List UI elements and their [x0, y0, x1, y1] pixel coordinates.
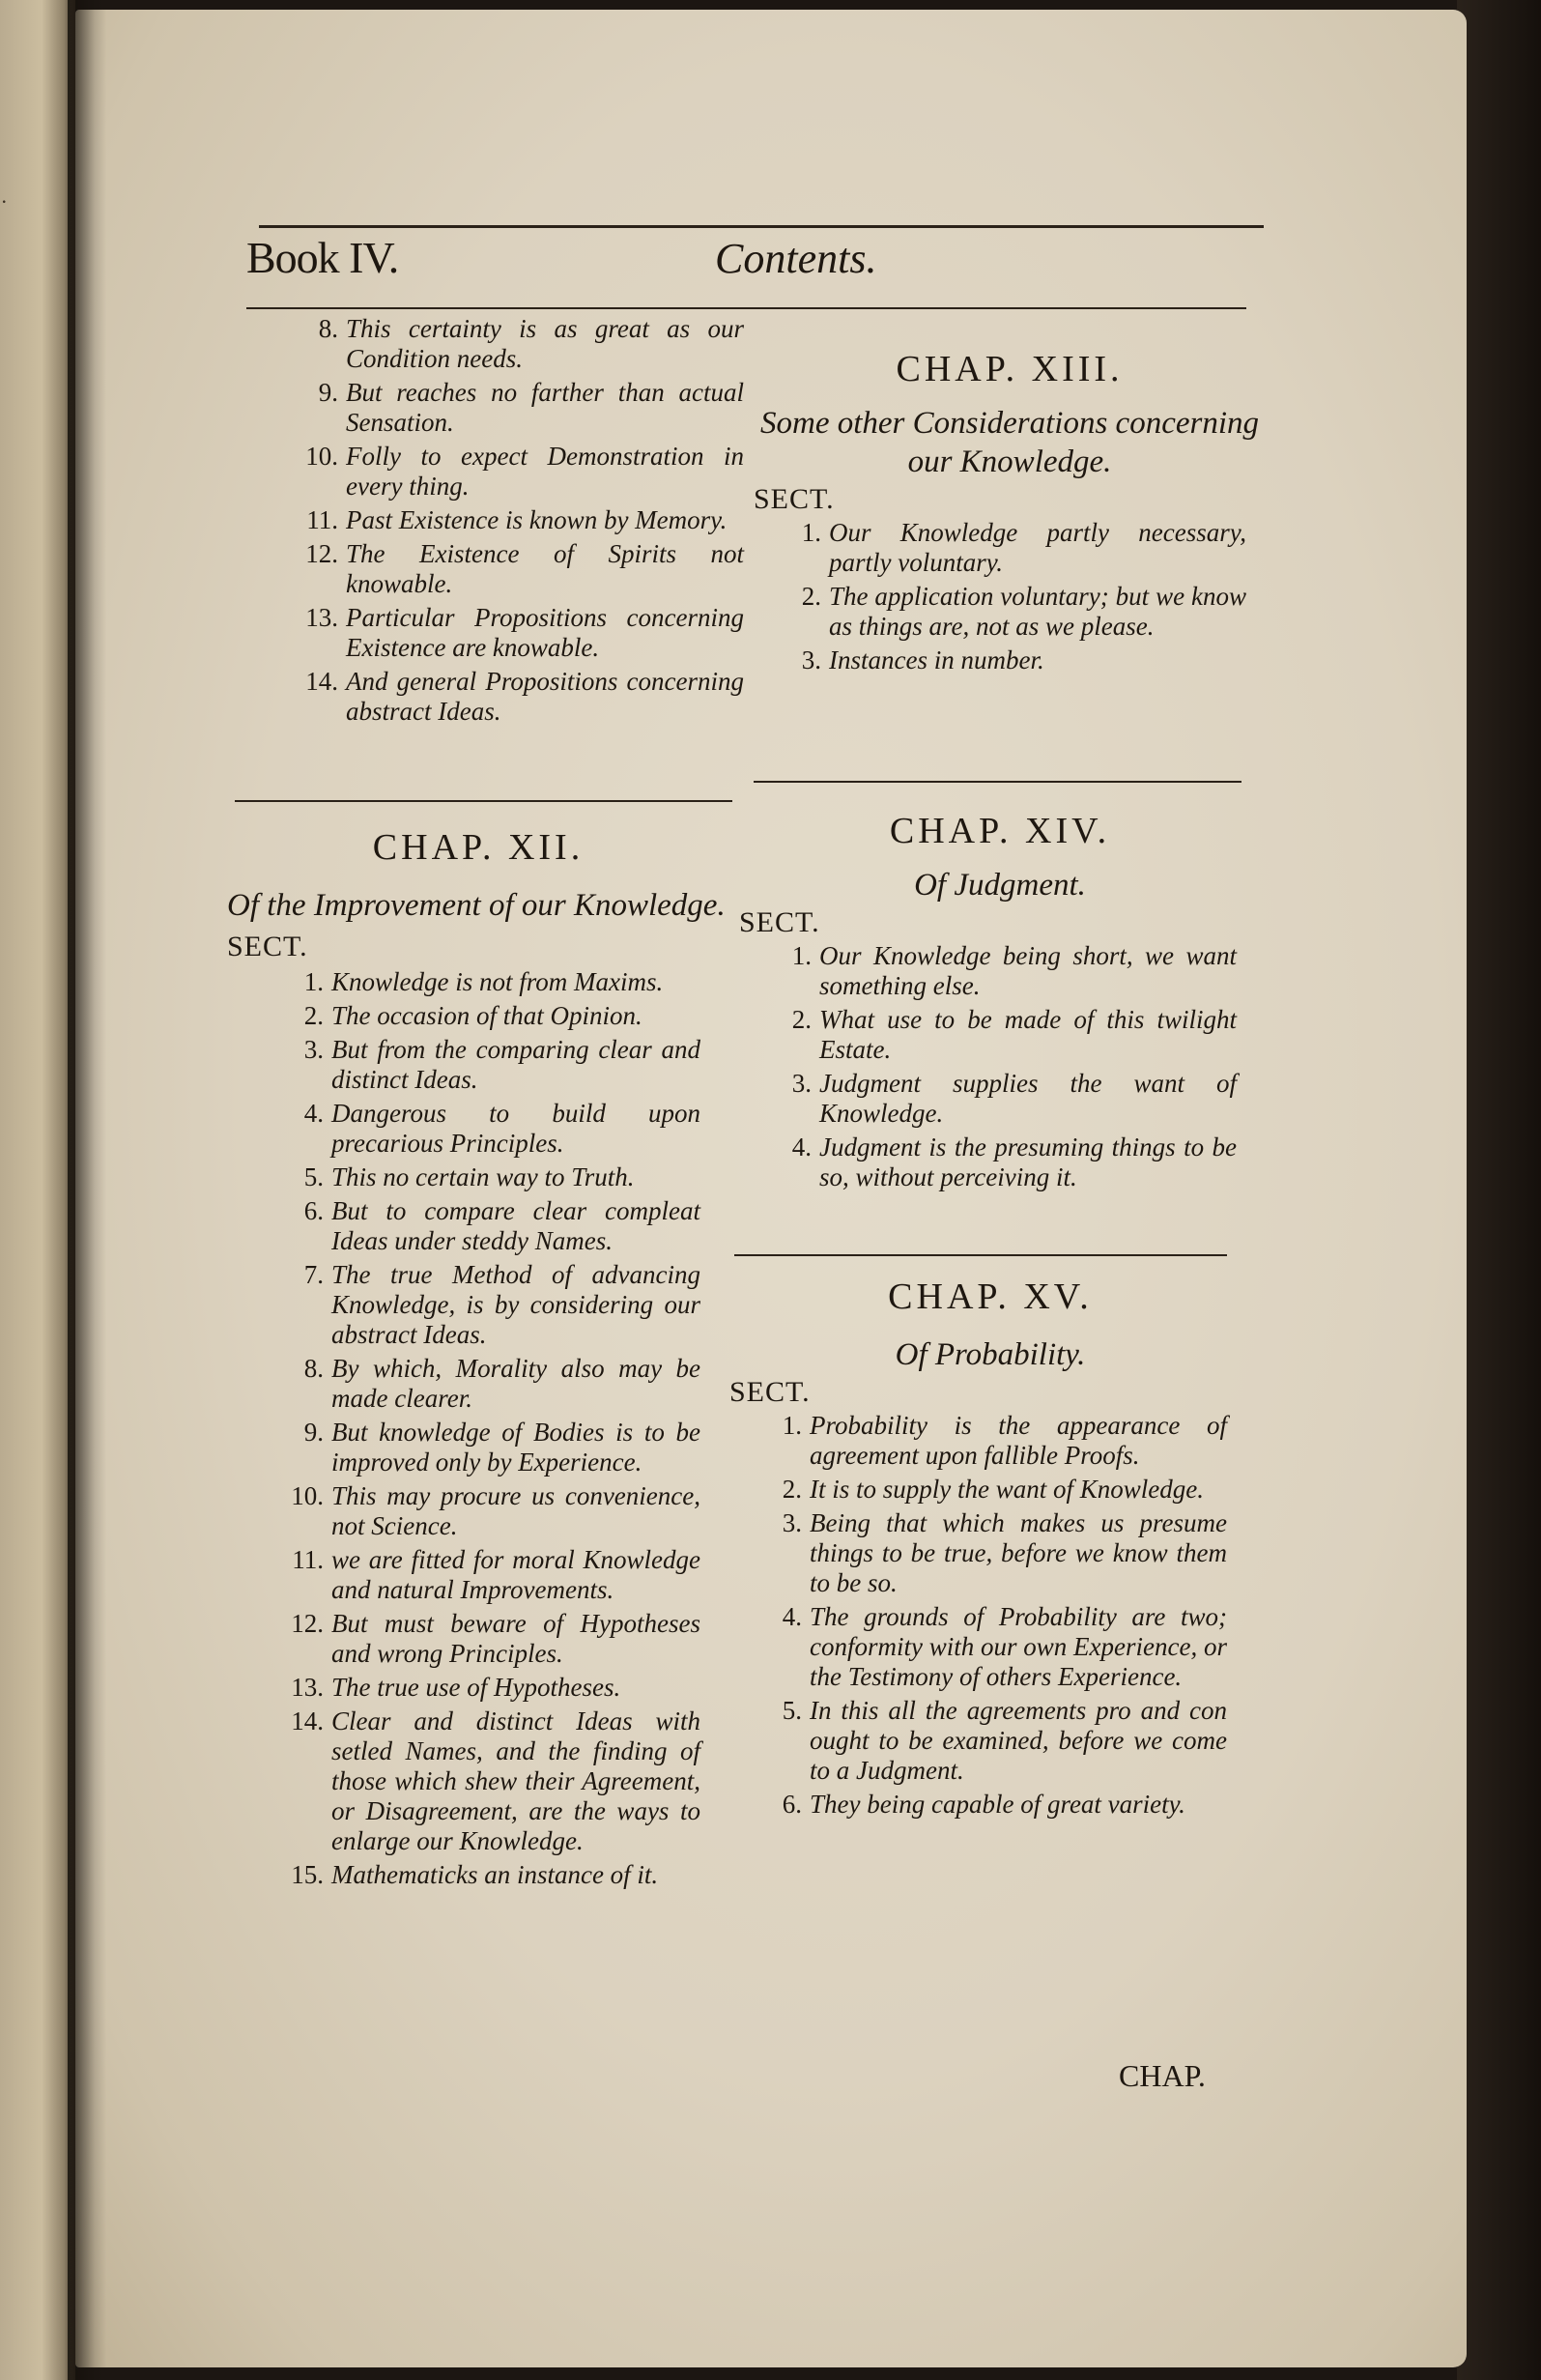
- entry-number: 9.: [303, 1418, 324, 1447]
- list-item: [275, 1035, 700, 1095]
- entry-text: Probability is the appearance of agreement upon fallible Proofs.: [810, 1411, 1227, 1470]
- list-item: [275, 1001, 700, 1031]
- entry-number: 14.: [305, 667, 338, 696]
- header-top-rule: [259, 225, 1264, 228]
- entry-text: In this all the agreements pro and con ought to be examined, before we come to a Judgment.: [810, 1696, 1227, 1785]
- entry-text: Judgment is the presuming things to be so, without perceiving it.: [819, 1133, 1237, 1191]
- entry-number: 8.: [318, 314, 338, 343]
- list-item: [275, 1099, 700, 1159]
- list-item: [754, 1696, 1227, 1786]
- entry-text: And general Propositions concerning abstract Ideas.: [346, 667, 744, 726]
- section-divider: [235, 800, 732, 802]
- page-header: [246, 232, 1261, 290]
- entry-text: This certainty is as great as our Condition needs.: [346, 314, 744, 373]
- list-item: [763, 1069, 1237, 1129]
- entry-text: Past Existence is known by Memory.: [346, 505, 728, 534]
- entry-text: Knowledge is not from Maxims.: [331, 967, 664, 996]
- entry-number: 3.: [801, 645, 821, 674]
- chapter-title: Of Probability.: [895, 1337, 1086, 1372]
- sect-label: SECT.: [739, 906, 820, 938]
- chapter-12-entries: [275, 967, 700, 1890]
- list-item: [290, 442, 744, 502]
- entry-text: Instances in number.: [829, 645, 1044, 674]
- entry-number: 11.: [292, 1545, 324, 1574]
- entry-text: They being capable of great variety.: [810, 1790, 1185, 1819]
- entry-text: Particular Propositions concerning Existence are knowable.: [346, 603, 744, 662]
- chapter-15: [729, 1276, 1251, 1823]
- chapter-heading: CHAP. XV.: [888, 1276, 1093, 1317]
- contents-title: Contents.: [715, 235, 877, 282]
- left-column-top: [290, 314, 744, 731]
- entry-number: 3.: [791, 1069, 812, 1098]
- list-item: [275, 1545, 700, 1605]
- list-item: [290, 539, 744, 599]
- list-item: [773, 582, 1246, 642]
- entry-text: Dangerous to build upon precarious Principles.: [331, 1099, 700, 1158]
- entry-text: It is to supply the want of Knowledge.: [810, 1475, 1204, 1504]
- entry-text: Mathematicks an instance of it.: [331, 1860, 659, 1889]
- entry-text: Our Knowledge partly necessary, partly voluntary.: [829, 518, 1246, 577]
- entry-number: 4.: [791, 1133, 812, 1161]
- sect-label: SECT.: [729, 1376, 811, 1408]
- entry-number: 2.: [303, 1001, 324, 1030]
- entry-number: 15.: [291, 1860, 324, 1889]
- chapter-heading: CHAP. XII.: [372, 827, 585, 868]
- list-item: [275, 1260, 700, 1350]
- list-item: [275, 967, 700, 997]
- entry-text: Being that which makes us presume things to be true, before we know them to be so.: [810, 1508, 1227, 1597]
- list-item: [773, 645, 1246, 675]
- sect-label: SECT.: [227, 931, 308, 962]
- entry-number: 11.: [306, 505, 338, 534]
- entry-text: we are fitted for moral Knowledge and natural Improvements.: [331, 1545, 700, 1604]
- entry-number: 10.: [291, 1481, 324, 1510]
- list-item: [754, 1475, 1227, 1505]
- entry-text: But must beware of Hypotheses and wrong Principles.: [331, 1609, 700, 1668]
- chapter-13-entries: [773, 518, 1246, 675]
- list-item: [763, 1133, 1237, 1192]
- facing-page-fragment: .: [2, 184, 8, 208]
- entry-number: 14.: [291, 1706, 324, 1735]
- list-item: [275, 1162, 700, 1192]
- list-item: [773, 518, 1246, 578]
- list-item: [275, 1418, 700, 1477]
- section-divider: [754, 781, 1241, 783]
- entry-number: 5.: [782, 1696, 802, 1725]
- list-item: [275, 1354, 700, 1414]
- entry-text: But knowledge of Bodies is to be improved only by Experience.: [331, 1418, 700, 1477]
- entry-text: The true Method of advancing Knowledge, is by considering our abstract Ideas.: [331, 1260, 700, 1349]
- entry-text: The true use of Hypotheses.: [331, 1673, 621, 1702]
- entry-text: The grounds of Probability are two; conformity with our own Experience, or the Testimony of others Experience.: [810, 1602, 1227, 1691]
- list-item: [290, 603, 744, 663]
- entry-number: 2.: [791, 1005, 812, 1034]
- entry-number: 2.: [782, 1475, 802, 1504]
- entry-text: This may procure us convenience, not Science.: [331, 1481, 700, 1540]
- entry-number: 1.: [801, 518, 821, 547]
- entry-text: By which, Morality also may be made clearer.: [331, 1354, 700, 1413]
- chapter-heading: CHAP. XIII.: [896, 349, 1124, 389]
- catchword: CHAP.: [1119, 2058, 1206, 2093]
- entry-text: Judgment supplies the want of Knowledge.: [819, 1069, 1237, 1128]
- book-label: Book IV.: [246, 233, 399, 282]
- entry-number: 5.: [303, 1162, 324, 1191]
- list-item: [290, 667, 744, 727]
- list-item: [763, 941, 1237, 1001]
- chapter-title: Of the Improvement of our Knowledge.: [227, 888, 726, 923]
- book-cover-edge: [1457, 0, 1541, 2380]
- entry-number: 2.: [801, 582, 821, 611]
- list-item: [754, 1508, 1227, 1598]
- chapter-14-entries: [763, 941, 1237, 1192]
- entry-number: 12.: [291, 1609, 324, 1638]
- list-item: [275, 1706, 700, 1856]
- chapter-heading: CHAP. XIV.: [889, 811, 1111, 851]
- entry-number: 1.: [303, 967, 324, 996]
- list-item: [754, 1411, 1227, 1471]
- list-item: [290, 505, 744, 535]
- entry-text: What use to be made of this twilight Estate.: [819, 1005, 1237, 1064]
- list-item: [290, 314, 744, 374]
- entry-number: 12.: [305, 539, 338, 568]
- entry-number: 8.: [303, 1354, 324, 1383]
- list-item: [763, 1005, 1237, 1065]
- list-item: [275, 1196, 700, 1256]
- entry-number: 10.: [305, 442, 338, 471]
- section-divider: [734, 1254, 1227, 1256]
- entry-text: Clear and distinct Ideas with setled Names, and the finding of those which shew their Agreement, or Disagreement, are the ways to enlarge our Knowledge.: [331, 1706, 700, 1855]
- list-item: [754, 1602, 1227, 1692]
- entry-number: 7.: [303, 1260, 324, 1289]
- list-item: [275, 1481, 700, 1541]
- chapter-15-entries: [754, 1411, 1227, 1820]
- entry-number: 1.: [782, 1411, 802, 1440]
- entry-text: Folly to expect Demonstration in every thing.: [346, 442, 744, 501]
- chapter-13: [754, 348, 1266, 679]
- entry-number: 4.: [782, 1602, 802, 1631]
- chapter-12: [227, 826, 729, 1894]
- entry-text: This no certain way to Truth.: [331, 1162, 635, 1191]
- sect-label: SECT.: [754, 483, 835, 515]
- entry-number: 13.: [305, 603, 338, 632]
- list-item: [754, 1790, 1227, 1820]
- entry-text: But reaches no farther than actual Sensation.: [346, 378, 744, 437]
- entry-number: 13.: [291, 1673, 324, 1702]
- entry-number: 3.: [782, 1508, 802, 1537]
- chapter-14: [739, 810, 1261, 1196]
- facing-page-edge: [0, 0, 75, 2380]
- entry-text: The Existence of Spirits not knowable.: [346, 539, 744, 598]
- entry-text: The occasion of that Opinion.: [331, 1001, 642, 1030]
- entry-number: 6.: [303, 1196, 324, 1225]
- book-gutter: [68, 0, 106, 2380]
- entry-number: 4.: [303, 1099, 324, 1128]
- header-bottom-rule: [246, 307, 1246, 309]
- list-item: [275, 1860, 700, 1890]
- entry-number: 1.: [791, 941, 812, 970]
- list-item: [275, 1609, 700, 1669]
- entry-text: Our Knowledge being short, we want something else.: [819, 941, 1237, 1000]
- chapter-title: Of Judgment.: [914, 868, 1086, 903]
- entry-number: 3.: [303, 1035, 324, 1064]
- list-item: [290, 378, 744, 438]
- entry-text: But from the comparing clear and distinct Ideas.: [331, 1035, 700, 1094]
- entry-number: 6.: [782, 1790, 802, 1819]
- entry-number: 9.: [318, 378, 338, 407]
- entry-text: But to compare clear compleat Ideas under steddy Names.: [331, 1196, 700, 1255]
- entry-text: The application voluntary; but we know as things are, not as we please.: [829, 582, 1246, 641]
- list-item: [275, 1673, 700, 1703]
- chapter-title: Some other Considerations concerning our Knowledge.: [759, 406, 1260, 479]
